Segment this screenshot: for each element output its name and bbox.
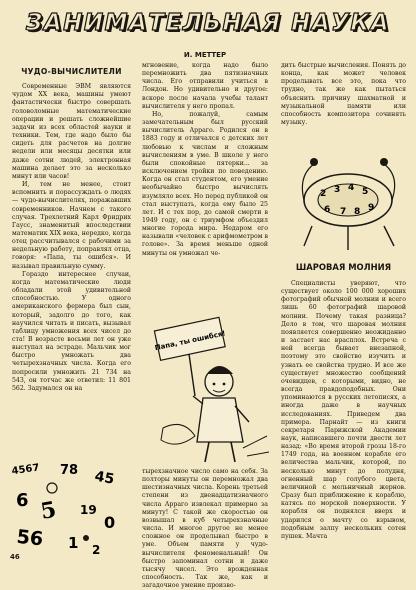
column-middle: [142, 62, 268, 258]
abacus-digit: 3: [334, 185, 341, 195]
paragraph: Гораздо интереснее случаи, когда математические люди обладали этой удивительной способностью. У одного американского фермера был сын, который, задолго до того, как научился читать и писать, вызывал таблицу умножения всех чисел до ста! В возрасте восьми лет он уже выступал на эстраде. Мальчик мог быстро умножать два четырехзначных числа. Когда его попросили умножить 21 734 на 543, он тотчас же ответил: 11 801 562. Задумался он на: [12, 270, 131, 392]
paragraph: тырехзначное число само на себя. За полторы минуты он перемножал два шестизначных числа. Корень третьей степени из двенадцатизначного числа Арраго извлекал примерно за минуту! С такой же скоростью он возвышал в куб четырехзначные числа. И многое другое не менее сложное он проделывал быстро в уме. Объем памяти у чудо-вычислителя феноменальный! Он быстро запоминал сотни и даже тысячу чисел. Это врожденная способность. Так же, как и загадочное умение произво-: [142, 468, 268, 590]
calculator-illustration: [294, 146, 404, 254]
banner-title: ЗАНИМАТЕЛЬНАЯ НАУКА: [25, 10, 390, 36]
abacus-digit: 2: [320, 189, 327, 199]
abacus-digit: 6: [324, 205, 331, 215]
article-heading-ball-lightning: ШАРОВАЯ МОЛНИЯ: [295, 262, 392, 272]
column-left: [12, 62, 131, 393]
paragraph: дить быстрые вычисления. Понять до конца, как может человек проделывать все это, пока что трудно, так же как пытаться объяснить причину шахматной и музыкальной памяти или способность композитора сочинять музыку.: [281, 62, 406, 127]
paragraph: Но, пожалуй, самым замечательным был русский вычислитель Арраго. Родился он в 1883 году и отличался с детских лет любовью к числам и сложным вычислениям в уме. В школе у него были спокойные пятерки... за исключением тройки по поведению. Когда он стал студентом, его умение необычайно быстро вычислять изумляло всех. Но перед публикой он стал выступать, когда ему было 25 лет. И с тех пор, до самой смерти в 1949 году, он с триумфом объездил многие города мира. Недаром его называли «человек с арифмометром в голове». За время меньше одной минуты он умножал че-: [142, 110, 268, 257]
number-glyph: 0: [104, 513, 116, 532]
number-glyph: 4567: [11, 462, 41, 478]
number-glyph: 19: [80, 503, 97, 517]
column-right-bottom: [281, 280, 406, 541]
number-glyph: 45: [93, 468, 116, 488]
number-glyph: 1: [68, 534, 79, 552]
author-byline: И. МЕТТЕР: [183, 51, 227, 59]
abacus-digit: 5: [362, 187, 369, 197]
number-glyph: 56: [15, 525, 45, 551]
number-glyph: 78: [60, 463, 79, 478]
paragraph: Специалисты уверяют, что существует около 100 000 хороших фотографий обычной молнии и всего лишь 60 фотографий шаровой молнии. Почему такая разница? Дело в том, что шаровая молния появляется совершенно неожиданно и застает нас врасплох. Встреча с ней всегда бывает внезапной, поэтому это свойство изучить и узнать ее свойства трудно. И все же существует множество сообщений очевидцев, с которыми, видно, не всегда правдоподобных. Они упоминаются в русских летописях, а иногда даже в научных исследованиях. Приведем два примера. Парнайт — из книги секретаря Парижской Академии наук, написавшего почти двести лет назад: «Во время второй грозы 18-го 1749 года, на военном корабле его величества мальчик, которой, по несколько минут до полудня, огненный шар голубого цвета, величиной с мельничный жернов. Сразу был приближение к кораблю, катясь по морской поверхности. У корабля он поднялся вверх и ударился о мачту со взрывом, подобным залпу нескольких сотен пушек. Мачта: [281, 280, 406, 540]
number-glyph: 6: [16, 490, 29, 511]
number-glyph: 2: [92, 543, 101, 557]
page-number: 46: [10, 553, 20, 561]
abacus-digit: 9: [368, 203, 375, 213]
number-glyph: 5: [38, 496, 59, 525]
section-banner: [0, 0, 416, 46]
paragraph: Современные ЭВМ являются чудом XX века, машины умеют фантастически быстро совершать головоломные математические операции и решать сложнейшие задачи из всех областей науки и техники. Тем, где надо было бы сидеть для расчетов на долгие недели или месяцы десятки или даже сотни людей, электронная машина делает это за несколько минут или часов!: [12, 83, 131, 180]
abacus-digit: 4: [348, 183, 355, 193]
boy-with-sign-illustration: [143, 318, 271, 466]
paragraph: И, тем не менее, стоит вспомнить и порассуждать о людях — чудо-вычислителях, поражавших современников. Начнем с такого случая. Трехлетний Карл Фридрих Гаусс, знаменитый впоследствии математик XIX века, нередко, когда отец рассчитывался с рабочими за недельную работу, поправлял отца, говоря: «Папа, ты ошибся». И называл правильную сумму.: [12, 181, 131, 270]
column-middle-lower: [142, 468, 268, 590]
numbers-illustration: [8, 458, 126, 558]
paragraph: мгновение, когда надо было перемножить два пятизначных числа. Его отправили учиться в Лондон. Но удивительно и другое: вскоре после начала учебы талант вычислителя у него пропал.: [142, 62, 268, 110]
abacus-digit: 7: [340, 207, 347, 217]
sign-text: Папа, ты ошибся!: [154, 329, 227, 353]
article-heading-prodigies: ЧУДО-ВЫЧИСЛИТЕЛИ: [21, 67, 122, 76]
column-right-top: [281, 62, 406, 127]
abacus-digit: 8: [354, 207, 361, 217]
